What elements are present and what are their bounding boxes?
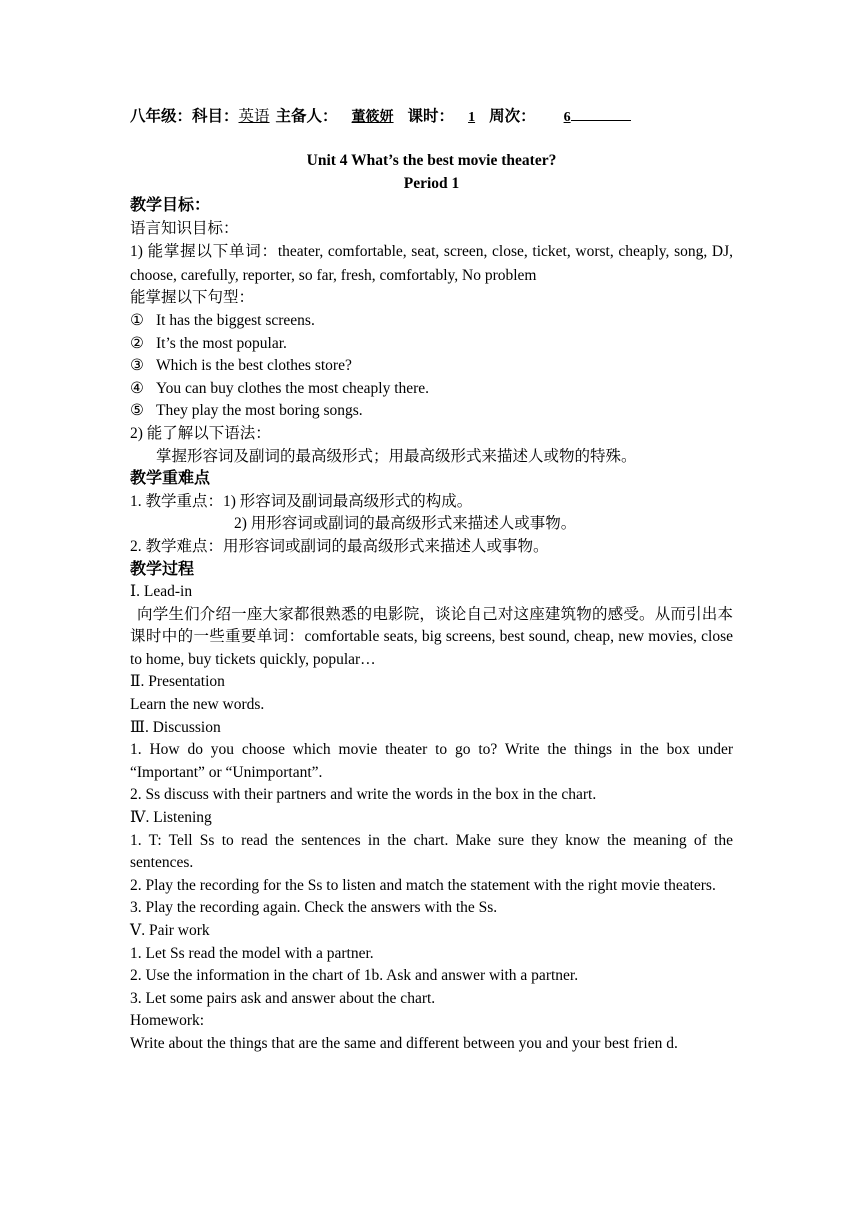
process-heading: 教学过程 [130, 560, 195, 578]
key-points-heading: 教学重难点 [130, 470, 211, 488]
sentence-number: ② [130, 334, 144, 352]
discussion-item: 2. Ss discuss with their partners and write the words in the box in the chart. [130, 786, 597, 804]
sentence-item [130, 378, 733, 401]
period-title: Period 1 [403, 174, 460, 192]
hours-label: 课时： [407, 108, 455, 125]
presentation-text: Learn the new words. [130, 696, 265, 714]
pairwork-item: 3. Let some pairs ask and answer about the chart. [130, 989, 436, 1007]
sentence-text: You can buy clothes the most cheaply there. [156, 379, 430, 397]
grammar-heading: 2) 能了解以下语法： [130, 424, 271, 442]
sentence-item [130, 400, 733, 423]
sentence-text: They play the most boring songs. [156, 402, 363, 420]
key-point-2: 2. 教学难点：用形容词或副词的最高级形式来描述人或事物。 [130, 537, 549, 555]
lesson-header [130, 106, 733, 128]
sentence-text: Which is the best clothes store? [156, 357, 352, 375]
unit-title: Unit 4 What’s the best movie theater? [306, 152, 557, 169]
sentence-heading: 能掌握以下句型： [130, 289, 255, 307]
preparer-value: 董筱妍 [351, 110, 394, 125]
key-point-1b: 2) 用形容词或副词的最高级形式来描述人或事物。 [234, 515, 577, 533]
goals-heading: 教学目标： [130, 197, 211, 215]
sentence-item [130, 333, 733, 356]
vocab-list: 1) 能掌握以下单词：theater, comfortable, seat, screen, close, ticket, worst, cheaply, song, DJ, choose, carefully, reporter, so far, fresh, comfortably, No problem [130, 243, 733, 284]
homework-text: Write about the things that are the same and different between you and your best frien d. [130, 1034, 678, 1052]
week-value: 6 [563, 110, 571, 125]
pairwork-item: 1. Let Ss read the model with a partner. [130, 944, 374, 962]
pairwork-item: 2. Use the information in the chart of 1b. Ask and answer with a partner. [130, 967, 579, 985]
goals-subheading: 语言知识目标： [130, 219, 239, 237]
preparer-label: 主备人： [275, 108, 338, 125]
sentence-number: ⑤ [130, 402, 144, 420]
sentence-number: ③ [130, 357, 144, 375]
listening-item: 2. Play the recording for the Ss to listen and match the statement with the right movie theaters. [130, 876, 716, 894]
sentence-text: It has the biggest screens. [156, 311, 315, 329]
homework-title: Homework: [130, 1012, 205, 1030]
document-body [130, 106, 733, 1056]
presentation-title: Ⅱ. Presentation [130, 673, 225, 691]
week-blank-line [571, 106, 631, 121]
listening-item: 3. Play the recording again. Check the answers with the Ss. [130, 899, 498, 917]
sentence-item [130, 310, 733, 333]
discussion-title: Ⅲ. Discussion [130, 718, 221, 736]
week-label: 周次： [489, 108, 536, 125]
sentence-text: It’s the most popular. [156, 334, 287, 352]
sentence-number: ① [130, 311, 144, 329]
subject-value: 英语 [238, 108, 270, 125]
listening-item: 1. T: Tell Ss to read the sentences in the chart. Make sure they know the meaning of the sentences. [130, 831, 733, 872]
discussion-item: 1. How do you choose which movie theater to go to? Write the things in the box under “Important” or “Unimportant”. [130, 741, 733, 781]
leadin-text: 向学生们介绍一座大家都很熟悉的电影院，谈论自己对这座建筑物的感受。从而引出本课时中的一些重要单词：comfortable seats, big screens, best sound, cheap, new movies, close to home, buy tickets quickly, popular… [130, 605, 733, 668]
hours-value: 1 [468, 110, 476, 125]
sentence-item [130, 355, 733, 378]
key-point-1a: 1. 教学重点：1) 形容词及副词最高级形式的构成。 [130, 492, 473, 510]
grade-subject-label: 八年级：科目： [130, 108, 239, 125]
pairwork-title: Ⅴ. Pair work [130, 922, 210, 939]
leadin-title: Ⅰ. Lead-in [130, 583, 193, 601]
grammar-text: 掌握形容词及副词的最高级形式；用最高级形式来描述人或物的特殊。 [156, 447, 637, 465]
listening-title: Ⅳ. Listening [130, 809, 212, 827]
sentence-number: ④ [130, 379, 144, 397]
